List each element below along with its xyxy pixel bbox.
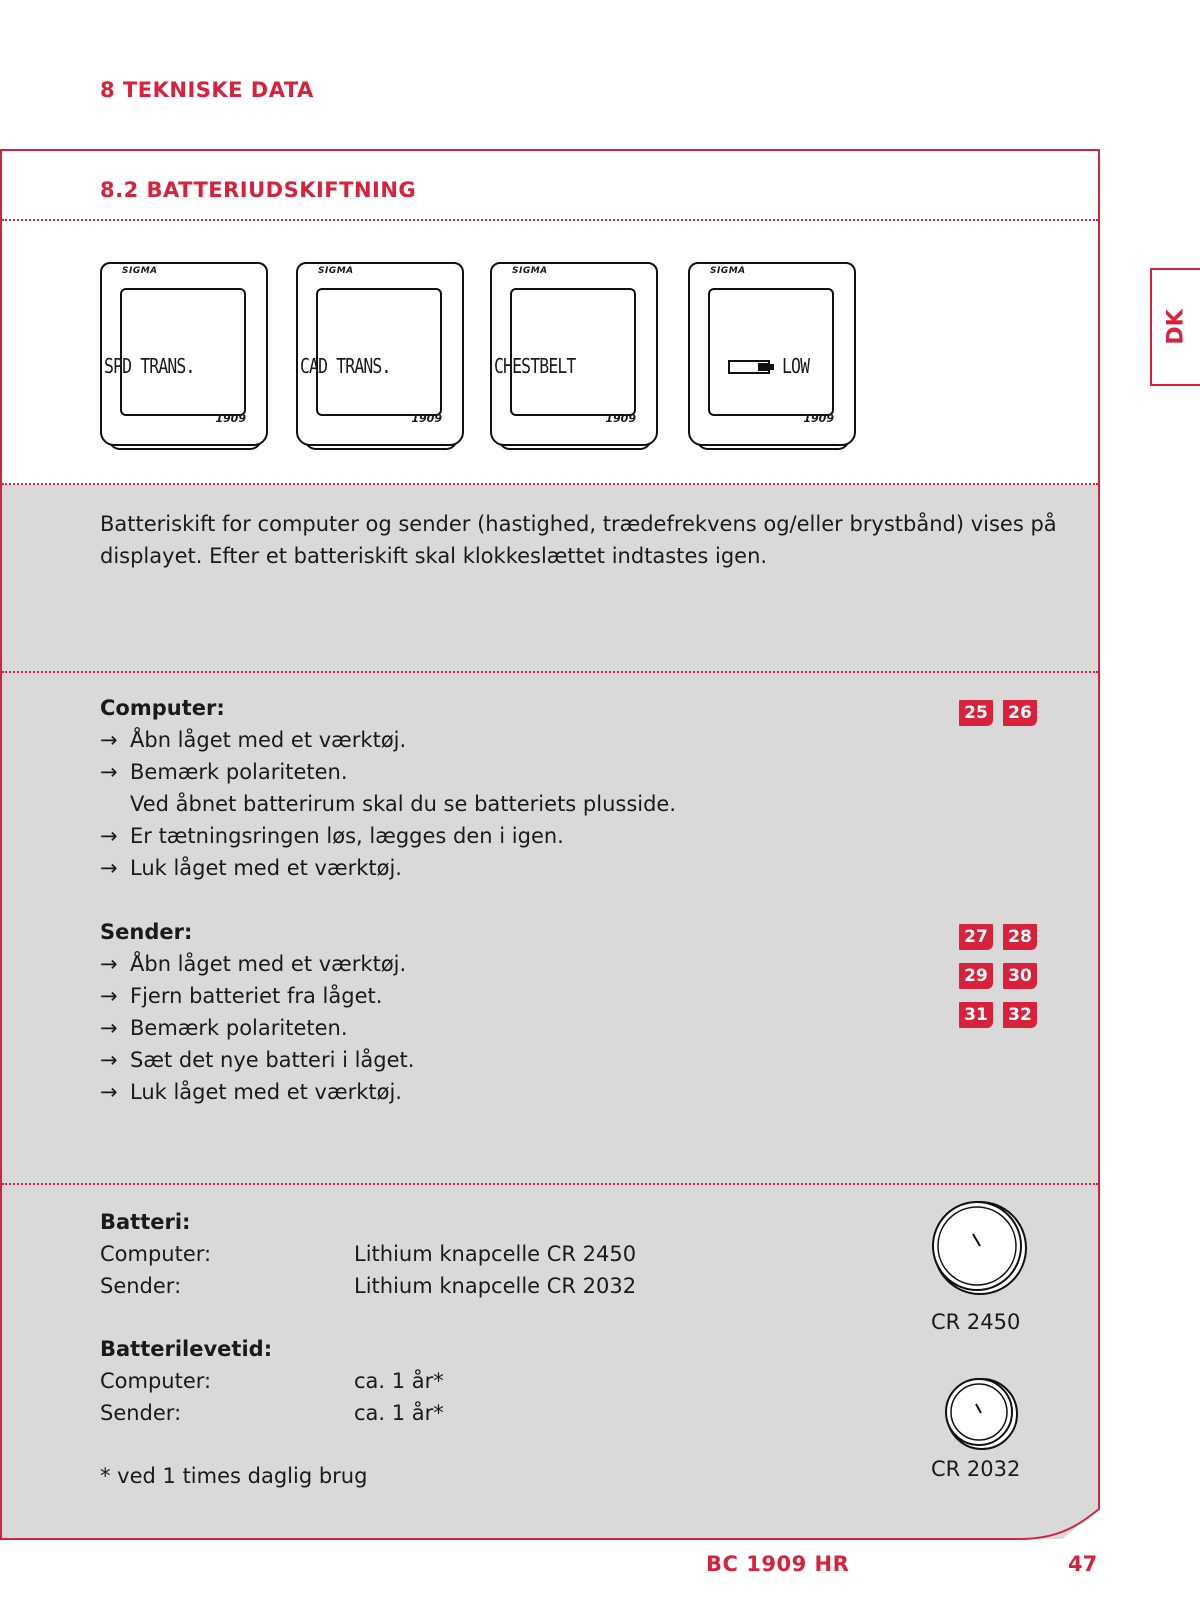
figure-ref-badge: 29 xyxy=(959,963,993,989)
list-item: → Bemærk polariteten. xyxy=(100,1012,414,1044)
model-logo: 1909 xyxy=(215,412,246,425)
page-number: 47 xyxy=(1068,1552,1098,1576)
spec-row: Sender: ca. 1 år* xyxy=(100,1401,444,1425)
sigma-logo: SIGMA xyxy=(512,266,548,276)
computer-steps xyxy=(100,692,676,884)
divider xyxy=(2,1183,1098,1185)
device-display-3 xyxy=(490,258,658,452)
list-item-note: Ved åbnet batterirum skal du se batteriets plusside. xyxy=(130,792,677,816)
list-item: → Fjern batteriet fra låget. xyxy=(100,980,414,1012)
spec-row: Sender: Lithium knapcelle CR 2032 xyxy=(100,1274,637,1298)
spec-row: Computer: ca. 1 år* xyxy=(100,1369,444,1393)
figure-ref-badge: 28 xyxy=(1003,924,1037,950)
list-item: → Luk låget med et værktøj. xyxy=(100,852,676,884)
device-display-2 xyxy=(296,258,464,452)
language-tab[interactable] xyxy=(1150,268,1200,386)
sigma-logo: SIGMA xyxy=(318,266,354,276)
lifetime-spec xyxy=(100,1333,444,1429)
model-logo: 1909 xyxy=(411,412,442,425)
section-title: 8.2 BATTERIUDSKIFTNING xyxy=(100,178,417,202)
device-display-4 xyxy=(688,258,856,452)
divider xyxy=(2,219,1098,221)
intro-text: Batteriskift for computer og sender (hastighed, trædefrekvens og/eller brystbånd) vises på displayet. Efter et batteriskift skal klokkeslættet indtastes igen. xyxy=(100,512,1057,568)
lcd-text: LOW xyxy=(782,354,810,378)
battery-heading: Batteri: xyxy=(100,1210,191,1234)
coin-cell-icon xyxy=(940,1374,1020,1454)
list-item: → Åbn låget med et værktøj. xyxy=(100,948,414,980)
arrow-icon: → xyxy=(100,1048,118,1072)
computer-heading: Computer: xyxy=(100,696,225,720)
list-item: → Bemærk polariteten. xyxy=(100,756,676,788)
arrow-icon: → xyxy=(100,760,118,784)
arrow-icon: → xyxy=(100,1080,118,1104)
spec-row: Computer: Lithium knapcelle CR 2450 xyxy=(100,1242,637,1266)
figure-ref-badge: 25 xyxy=(959,700,993,726)
arrow-icon: → xyxy=(100,856,118,880)
model-logo: 1909 xyxy=(803,412,834,425)
chapter-title: 8 TEKNISKE DATA xyxy=(100,78,314,102)
battery-label-cr2450: CR 2450 xyxy=(931,1310,1021,1334)
battery-label-cr2032: CR 2032 xyxy=(931,1457,1021,1481)
lcd-text: CHESTBELT xyxy=(494,354,576,378)
sigma-logo: SIGMA xyxy=(122,266,158,276)
footnote: * ved 1 times daglig brug xyxy=(100,1464,368,1488)
divider xyxy=(2,483,1098,485)
arrow-icon: → xyxy=(100,952,118,976)
figure-ref-badge: 26 xyxy=(1003,700,1037,726)
coin-cell-icon xyxy=(928,1198,1028,1298)
battery-low-icon xyxy=(728,358,776,376)
lifetime-heading: Batterilevetid: xyxy=(100,1337,273,1361)
lcd-text: CAD TRANS. xyxy=(300,354,391,378)
lcd-text: SPD TRANS. xyxy=(104,354,195,378)
divider xyxy=(2,671,1098,673)
sigma-logo: SIGMA xyxy=(710,266,746,276)
list-item: → Åbn låget med et værktøj. xyxy=(100,724,676,756)
figure-ref-badge: 27 xyxy=(959,924,993,950)
arrow-icon: → xyxy=(100,824,118,848)
arrow-icon: → xyxy=(100,728,118,752)
footer-model: BC 1909 HR xyxy=(706,1552,850,1576)
language-tab-label: DK xyxy=(1163,309,1189,345)
sender-steps xyxy=(100,916,414,1108)
model-logo: 1909 xyxy=(605,412,636,425)
list-item: → Sæt det nye batteri i låget. xyxy=(100,1044,414,1076)
battery-spec xyxy=(100,1206,637,1302)
figure-ref-badge: 30 xyxy=(1003,963,1037,989)
sender-heading: Sender: xyxy=(100,920,193,944)
device-display-1 xyxy=(100,258,268,452)
figure-ref-badge: 32 xyxy=(1003,1002,1037,1028)
figure-ref-badge: 31 xyxy=(959,1002,993,1028)
arrow-icon: → xyxy=(100,984,118,1008)
list-item: → Er tætningsringen løs, lægges den i igen. xyxy=(100,820,676,852)
arrow-icon: → xyxy=(100,1016,118,1040)
list-item: → Luk låget med et værktøj. xyxy=(100,1076,414,1108)
